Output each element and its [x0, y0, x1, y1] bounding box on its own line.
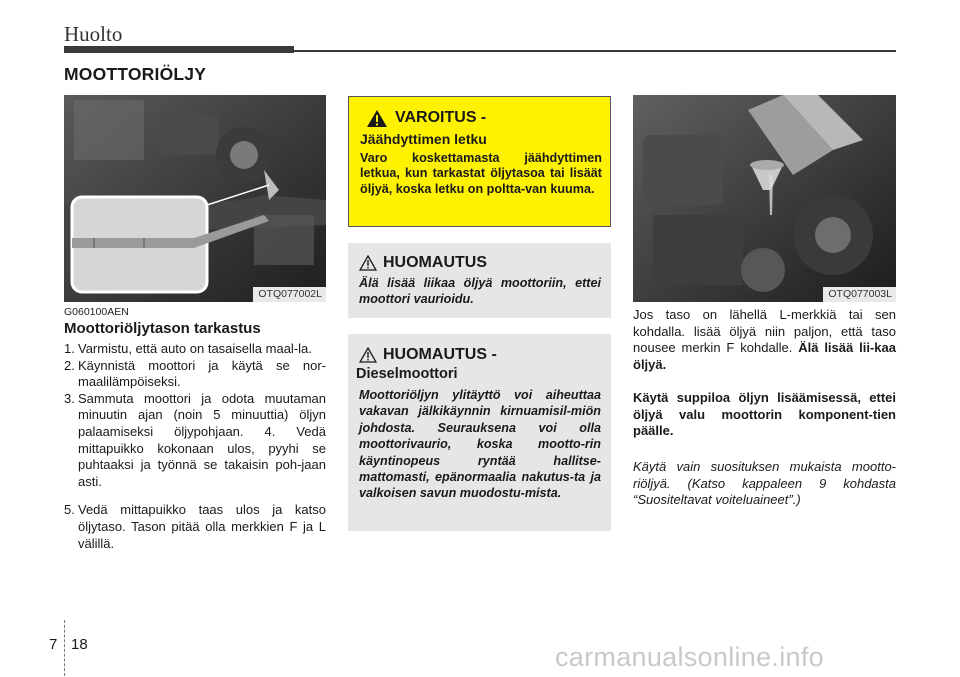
note-subtitle: Dieselmoottori — [356, 366, 458, 382]
warning-text: Varo koskettamasta jäähdyttimen letkua, kun tarkastat öljytasoa tai lisäät öljyä, koska letku on poltta-van kuuma. — [360, 151, 602, 196]
diesel-note-box — [348, 334, 611, 531]
list-item: 5. Vedä mittapuikko taas ulos ja katso öljytaso. Tason pitää olla merkkien F ja L välillä. — [64, 502, 326, 551]
watermark: carmanualsonline.info — [555, 642, 824, 672]
header-rule — [294, 50, 896, 52]
warning-title: VAROITUS - — [395, 109, 487, 126]
header-bar — [64, 46, 294, 53]
section-code: G060100AEN — [64, 306, 129, 318]
warning-triangle-icon — [366, 109, 388, 133]
footer-divider — [64, 620, 65, 676]
header-title: Huolto — [64, 22, 123, 46]
list-item: 3. Sammuta moottori ja odota muutaman minuutin ajan (noin 5 minuuttia) öljyn palaamiseksi öljypohjaan. 4. Vedä mittapuikko kokonaan ulos, pyyhi se puhtaaksi ja työnnä se takaisin poh-jaan asti. — [64, 390, 326, 489]
caution-triangle-icon — [359, 255, 377, 276]
note-title: HUOMAUTUS — [383, 254, 487, 271]
note-text: Älä lisää liikaa öljyä moottoriin, ettei moottori vaurioidu. — [359, 276, 601, 307]
oil-filling-photo — [633, 95, 896, 302]
photo-caption: OTQ077003L — [823, 287, 896, 302]
subsection-heading: Moottoriöljytason tarkastus — [64, 320, 261, 337]
list-item: 2. Käynnistä moottori ja käytä se nor-maalilämpöiseksi. — [64, 357, 326, 390]
photo-caption: OTQ077002L — [253, 287, 326, 302]
note-text: Moottoriöljyn ylitäyttö voi aiheuttaa vakavan jälkikäynnin kirnuamisil-miön johdosta. Seurauksena voi olla moottorivaurio, koska mootto-rin käyntinopeus ryntää hallitse-mattomasti, epänormaalia nakutus-ta ja valkoisen savun muodostu-mista. — [359, 388, 601, 501]
chapter-number: 7 — [49, 636, 58, 653]
page-number: 18 — [71, 636, 88, 653]
warning-box — [348, 96, 611, 227]
note-box — [348, 243, 611, 318]
caution-triangle-icon — [359, 347, 377, 368]
recommendation-paragraph: Käytä vain suosituksen mukaista mootto-riöljyä. (Katso kappaleen 9 kohdasta “Suositeltavat voiteluaineet”.) — [633, 459, 896, 508]
refill-paragraph: Jos taso on lähellä L-merkkiä tai sen kohdalla. lisää öljyä niin paljon, että taso nousee merkin F kohdalle. Älä lisää lii-kaa öljyä. — [633, 307, 896, 372]
note-title: HUOMAUTUS - — [383, 346, 497, 363]
list-item: 1. Varmistu, että auto on tasaisella maal-la. — [64, 341, 312, 356]
funnel-paragraph: Käytä suppiloa öljyn lisäämisessä, ettei öljyä valu moottorin komponent-tien päälle. — [633, 390, 896, 439]
section-title: MOOTTORIÖLJY — [64, 64, 207, 84]
warning-subtitle: Jäähdyttimen letku — [360, 131, 487, 147]
engine-dipstick-photo — [64, 95, 326, 302]
steps-list — [64, 341, 326, 552]
